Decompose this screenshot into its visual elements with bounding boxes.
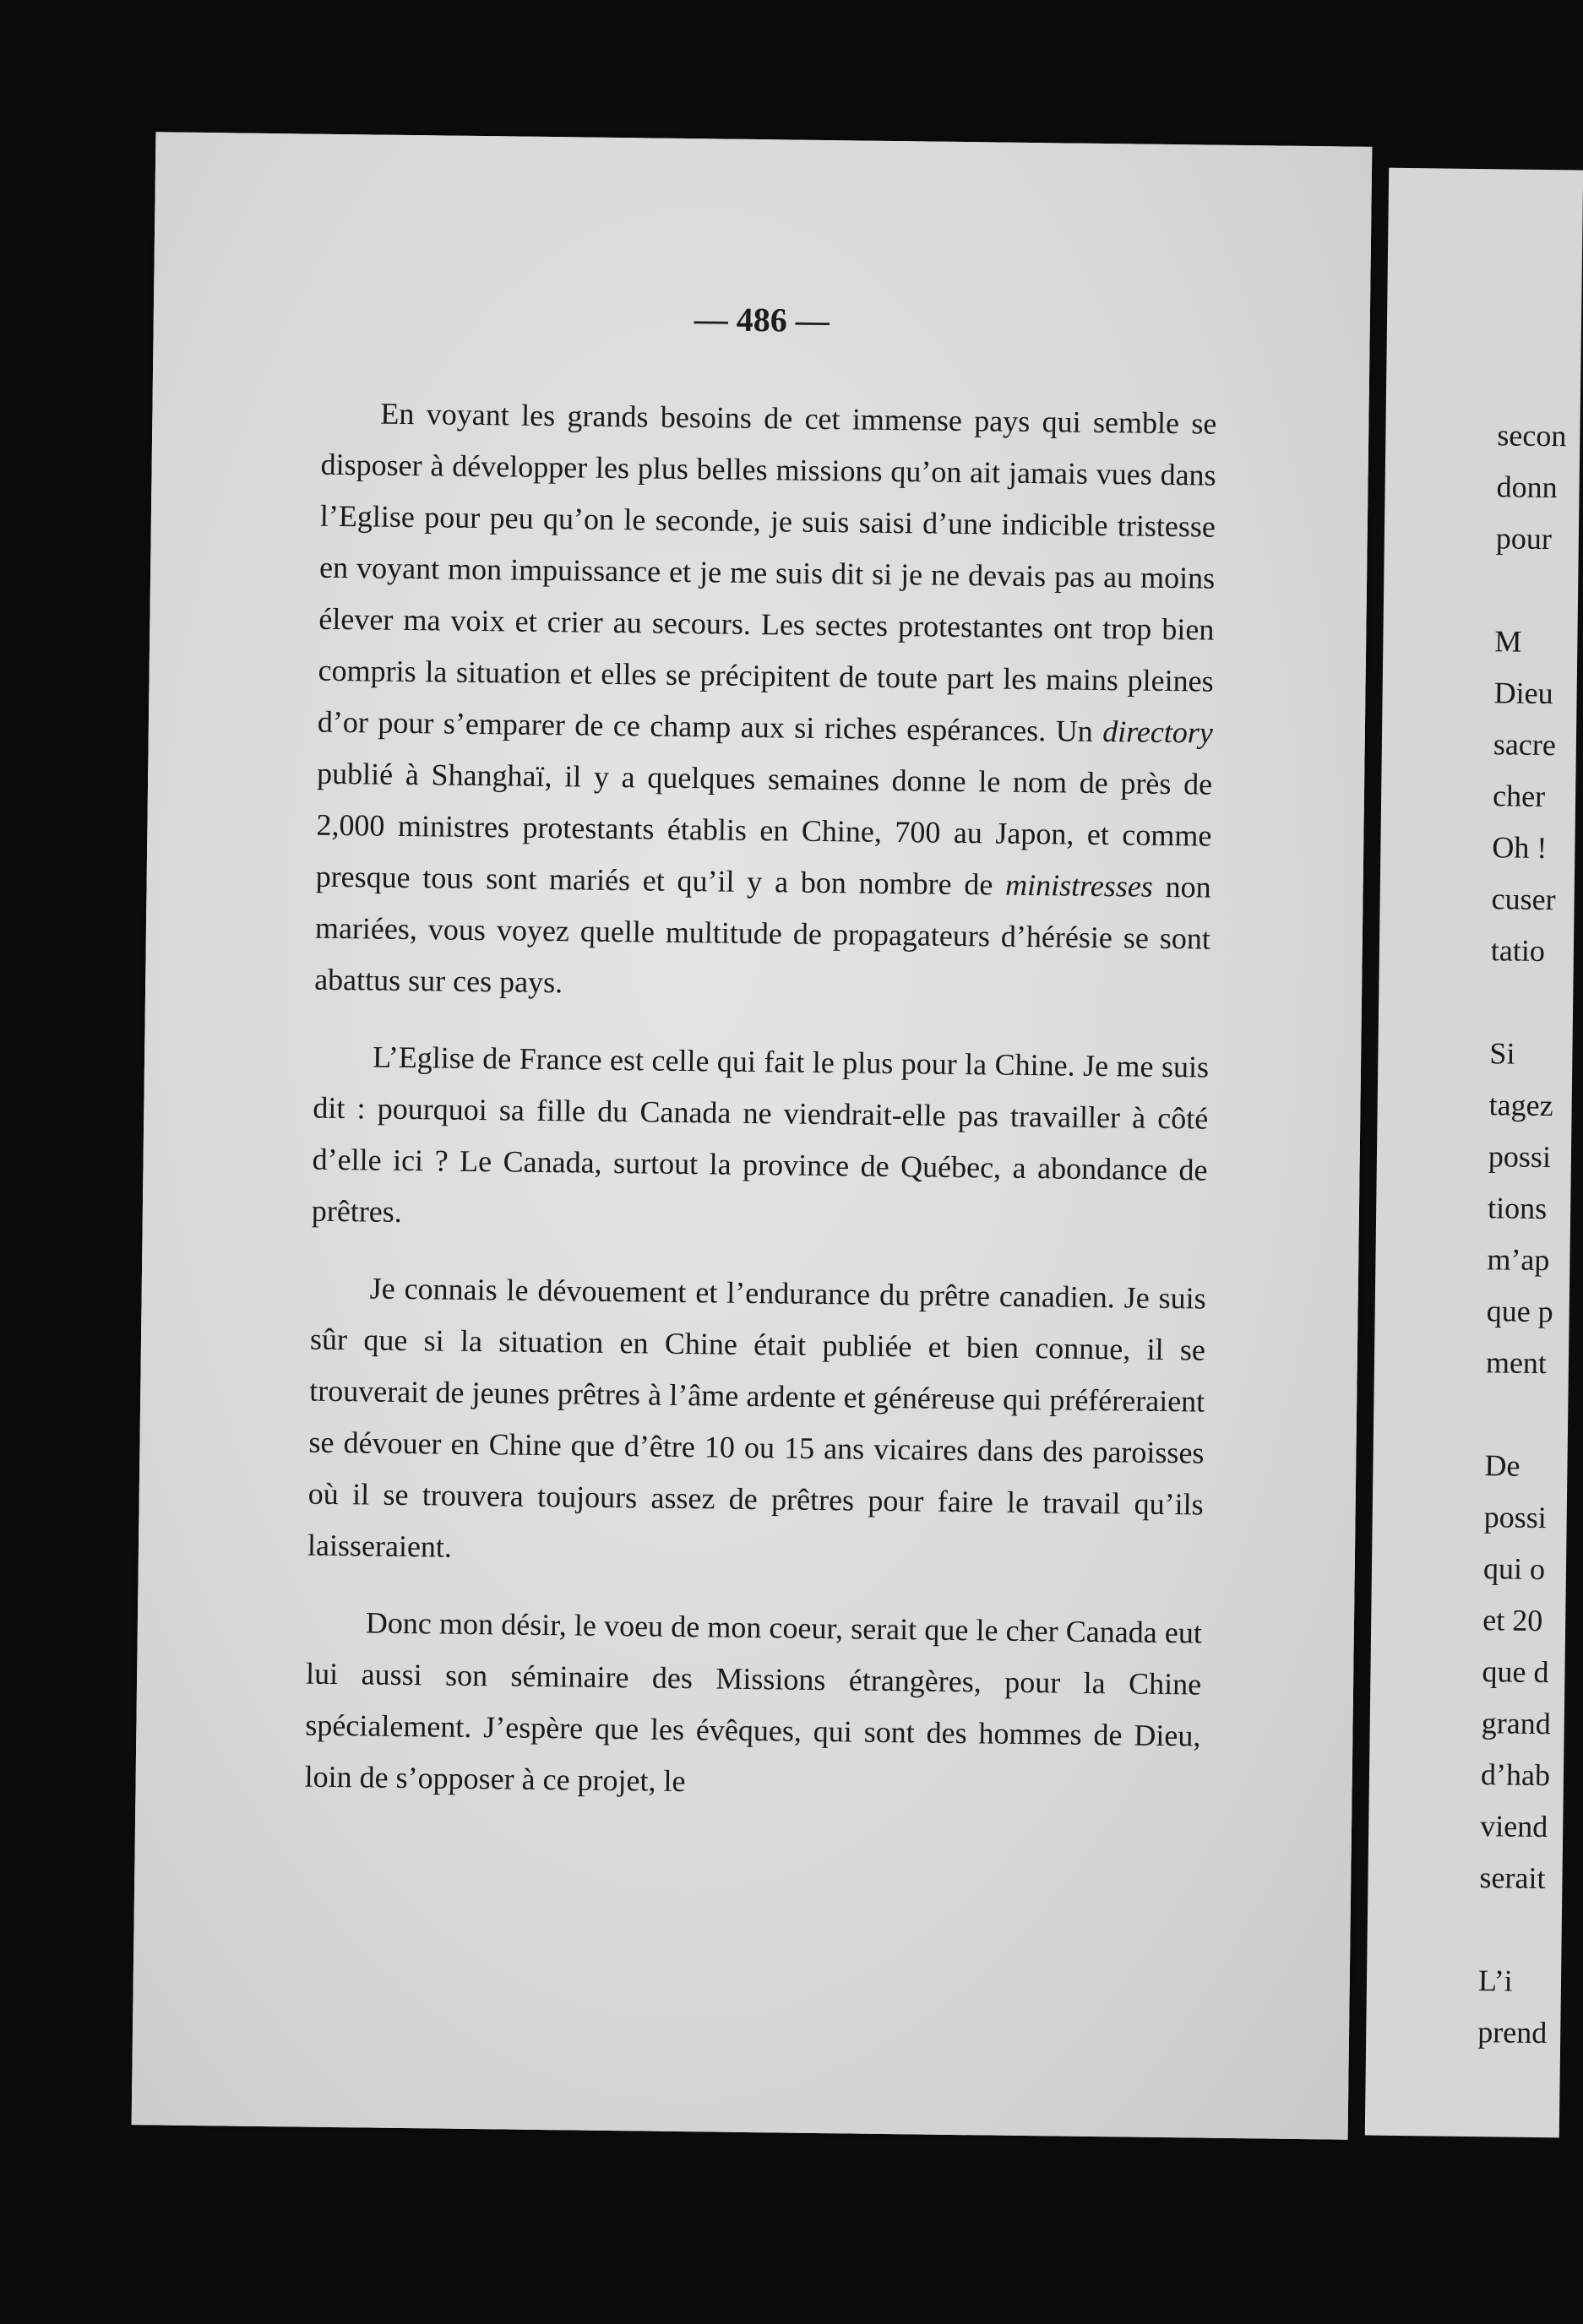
text-run: Donc mon désir, le voeu de mon coeur, serait que le cher Canada eut lui aussi son séminaire des Missions étrangères, pour la Chine spécialement. J’espère que les évêques, qui sont des hommes de Dieu, loin de s’opposer à ce projet, le — [304, 1605, 1203, 1799]
adjacent-line: tagez — [1488, 1088, 1553, 1123]
adjacent-line: secon — [1497, 418, 1567, 453]
adjacent-line: Oh ! — [1492, 830, 1548, 866]
text-run: L’Eglise de France est celle qui fait le plus pour la Chine. Je me suis dit : pourquoi sa fille du Canada ne viendrait-elle pas travailler à côté d’elle ici ? Le Canada, surtout la province de Québec, a abondance de prêtres. — [311, 1040, 1210, 1229]
adjacent-line: que p — [1486, 1294, 1553, 1329]
paragraph-2 — [311, 1031, 1209, 1248]
text-run: publié à Shanghaï, il y a quelques semaines donne le nom de près de 2,000 ministres protestants établis en Chine, 700 au Japon, et comme presque tous sont mariés et qu’il y a bon nombre de — [315, 756, 1213, 902]
text-run: non mariées, vous voyez quelle multitude de propagateurs d’hérésie se sont abattus sur ces pays. — [313, 869, 1211, 1000]
text-run: En voyant les grands besoins de cet immense pays qui semble se disposer à développer les plus belles missions qu’on ait jamais vues dans l’Eglise pour peu qu’on le seconde, je suis saisi d’une indicible tristesse en voyant mon impuissance et je me suis dit si je ne devais pas au moins élever ma voix et crier au secours. Les sectes protestantes ont trop bien compris la situation et elles se précipitent de toute part les mains pleines d’or pour s’emparer de ce champ aux si riches espérances. Un — [317, 396, 1217, 749]
adjacent-line: qui o — [1482, 1551, 1546, 1587]
body-text — [304, 388, 1217, 1839]
adjacent-line: L’i — [1477, 1963, 1513, 1998]
adjacent-line: et 20 — [1482, 1603, 1543, 1638]
adjacent-line: cuser — [1491, 882, 1556, 917]
adjacent-line — [1485, 1388, 1555, 1441]
adjacent-line: m’ap — [1487, 1242, 1550, 1278]
adjacent-line: De — [1484, 1448, 1520, 1483]
adjacent-line: serait — [1479, 1860, 1546, 1896]
adjacent-line — [1478, 1903, 1548, 1956]
adjacent-page — [1365, 168, 1583, 2138]
adjacent-line — [1490, 976, 1560, 1029]
page-number: — 486 — — [694, 300, 830, 340]
adjacent-line: prend — [1477, 2015, 1548, 2050]
adjacent-line: tatio — [1490, 933, 1546, 969]
adjacent-line: possi — [1488, 1139, 1552, 1175]
italic-term-directory: directory — [1102, 714, 1214, 750]
paragraph-3 — [307, 1262, 1206, 1583]
paragraph-1 — [314, 388, 1217, 1017]
adjacent-line: Dieu — [1493, 676, 1553, 711]
text-run: Je connais le dévouement et l’endurance du prêtre canadien. Je suis sûr que si la situation en Chine était publiée et bien connue, il se trouverait de jeunes prêtres à l’âme ardente et généreuse qui préféreraient se dévouer en Chine que d’être 10 ou 15 ans vicaires dans des paroisses où il se trouvera toujours assez de prêtres pour faire le travail qu’ils laisseraient. — [307, 1271, 1206, 1564]
paragraph-4 — [304, 1597, 1202, 1814]
adjacent-line: cher — [1492, 779, 1546, 813]
adjacent-line: pour — [1495, 521, 1553, 557]
adjacent-line: sacre — [1493, 727, 1557, 763]
document-page — [132, 132, 1373, 2139]
adjacent-line: tions — [1487, 1191, 1548, 1226]
adjacent-line: que d — [1482, 1654, 1549, 1690]
adjacent-line: donn — [1496, 470, 1558, 505]
adjacent-line: Si — [1489, 1036, 1515, 1071]
adjacent-line: grand — [1481, 1706, 1551, 1741]
adjacent-line: ment — [1485, 1345, 1548, 1381]
adjacent-line: possi — [1483, 1500, 1548, 1535]
adjacent-page-text — [1477, 410, 1567, 2059]
adjacent-line — [1495, 564, 1565, 616]
italic-term-ministresses: ministresses — [1004, 867, 1154, 904]
adjacent-line: viend — [1480, 1809, 1548, 1844]
adjacent-line: M — [1494, 624, 1522, 659]
adjacent-line: d’hab — [1480, 1757, 1551, 1793]
